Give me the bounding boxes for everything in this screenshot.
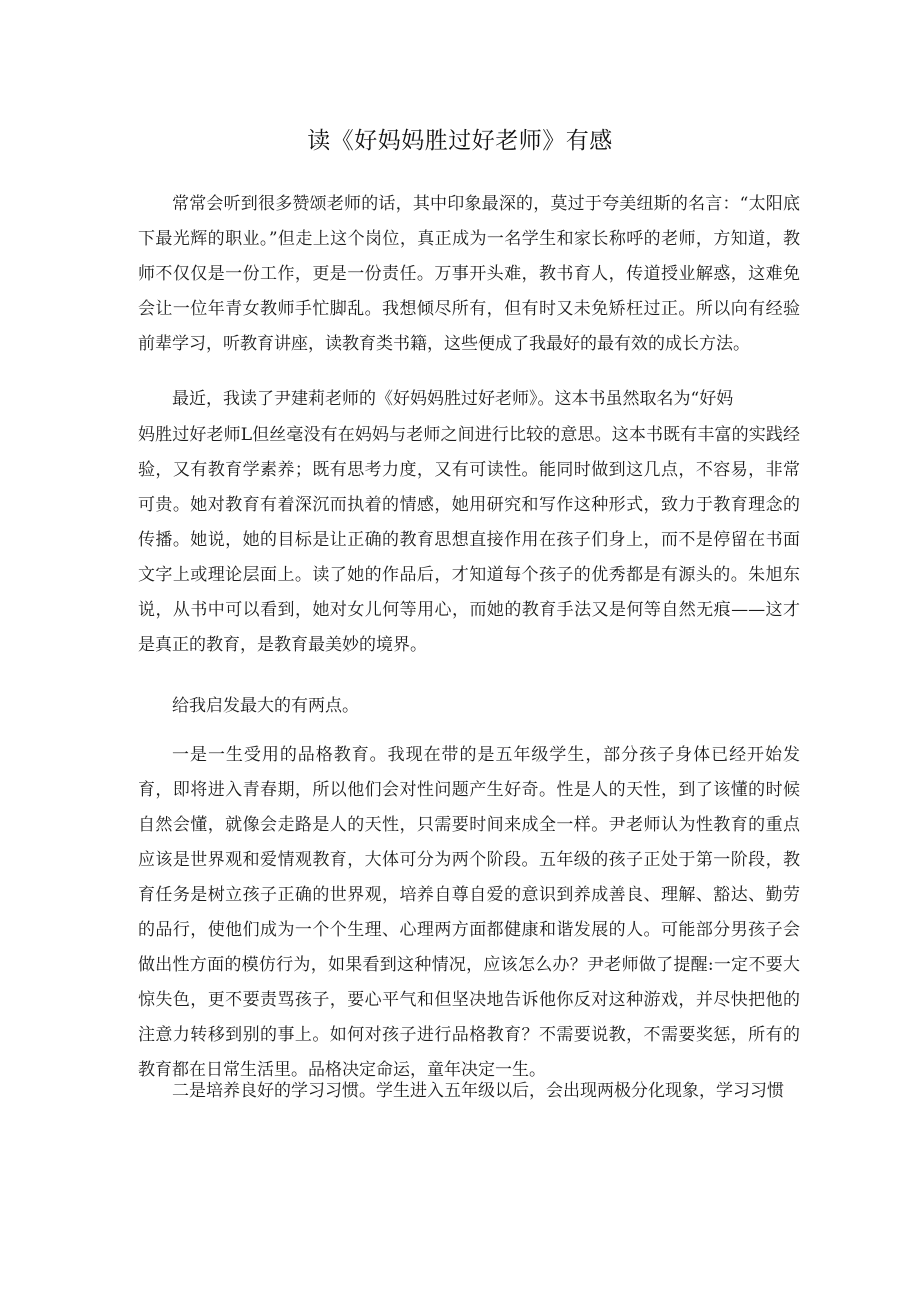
paragraph-intro: 常常会听到很多赞颂老师的话，其中印象最深的，莫过于夸美纽斯的名言：“太阳底下最光辉的职业。”但走上这个岗位，真正成为一名学生和家长称呼的老师，方知道，教师不仅仅是一份工作，更是一份责任。万事开头难，教书育人，传道授业解惑，这难免会让一位年青女教师手忙脚乱。我想倾尽所有，但有时又未免矫枉过正。所以向有经验前辈学习，听教育讲座，读教育类书籍，这些便成了我最好的最有效的成长方法。 <box>138 194 800 354</box>
paragraph-recent-reading: 最近，我读了尹建莉老师的《好妈妈胜过好老师》。这本书虽然取名为“好妈 <box>172 389 734 409</box>
paragraph-book-review: 妈胜过好老师L但丝毫没有在妈妈与老师之间进行比较的意思。这本书既有丰富的实践经验，又有教育学素养；既有思考力度，又有可读性。能同时做到这几点，不容易，非常可贵。她对教育有着深沉而执着的情感，她用研究和写作这种形式，致力于教育理念的传播。她说，她的目标是让正确的教育思想直接作用在孩子们身上，而不是停留在书面文字上或理论层面上。读了她的作品后，才知道每个孩子的优秀都是有源头的。朱旭东说，从书中可以看到，她对女儿何等用心，而她的教育手法又是何等自然无痕——这才是真正的教育，是教育最美妙的境界。 <box>138 425 800 655</box>
paragraph-character-education: 一是一生受用的品格教育。我现在带的是五年级学生，部分孩子身体已经开始发育，即将进入青春期，所以他们会对性问题产生好奇。性是人的天性，到了该懂的时候自然会懂，就像会走路是人的天性，只需要时间来成全一样。尹老师认为性教育的重点应该是世界观和爱情观教育，大体可分为两个阶段。五年级的孩子正处于第一阶段，教育任务是树立孩子正确的世界观，培养自尊自爱的意识到养成善良、理解、豁达、勤劳的品行，使他们成为一个个生理、心理两方面都健康和谐发展的人。可能部分男孩子会做出性方面的模仿行为，如果看到这种情况，应该怎么办？尹老师做了提醒:一定不要大惊失色，更不要责骂孩子，要心平气和但坚决地告诉他你反对这种游戏，并尽快把他的注意力转移到别的事上。如何对孩子进行品格教育？不需要说教，不需要奖惩，所有的教育都在日常生活里。品格决定命运，童年决定一生。 <box>138 745 800 1080</box>
paragraph-study-habits: 二是培养良好的学习习惯。学生进入五年级以后，会出现两极分化现象，学习习惯 <box>172 1081 784 1101</box>
document-title: 读《好妈妈胜过好老师》有感 <box>307 128 613 154</box>
paragraph-two-points: 给我启发最大的有两点。 <box>172 696 359 716</box>
